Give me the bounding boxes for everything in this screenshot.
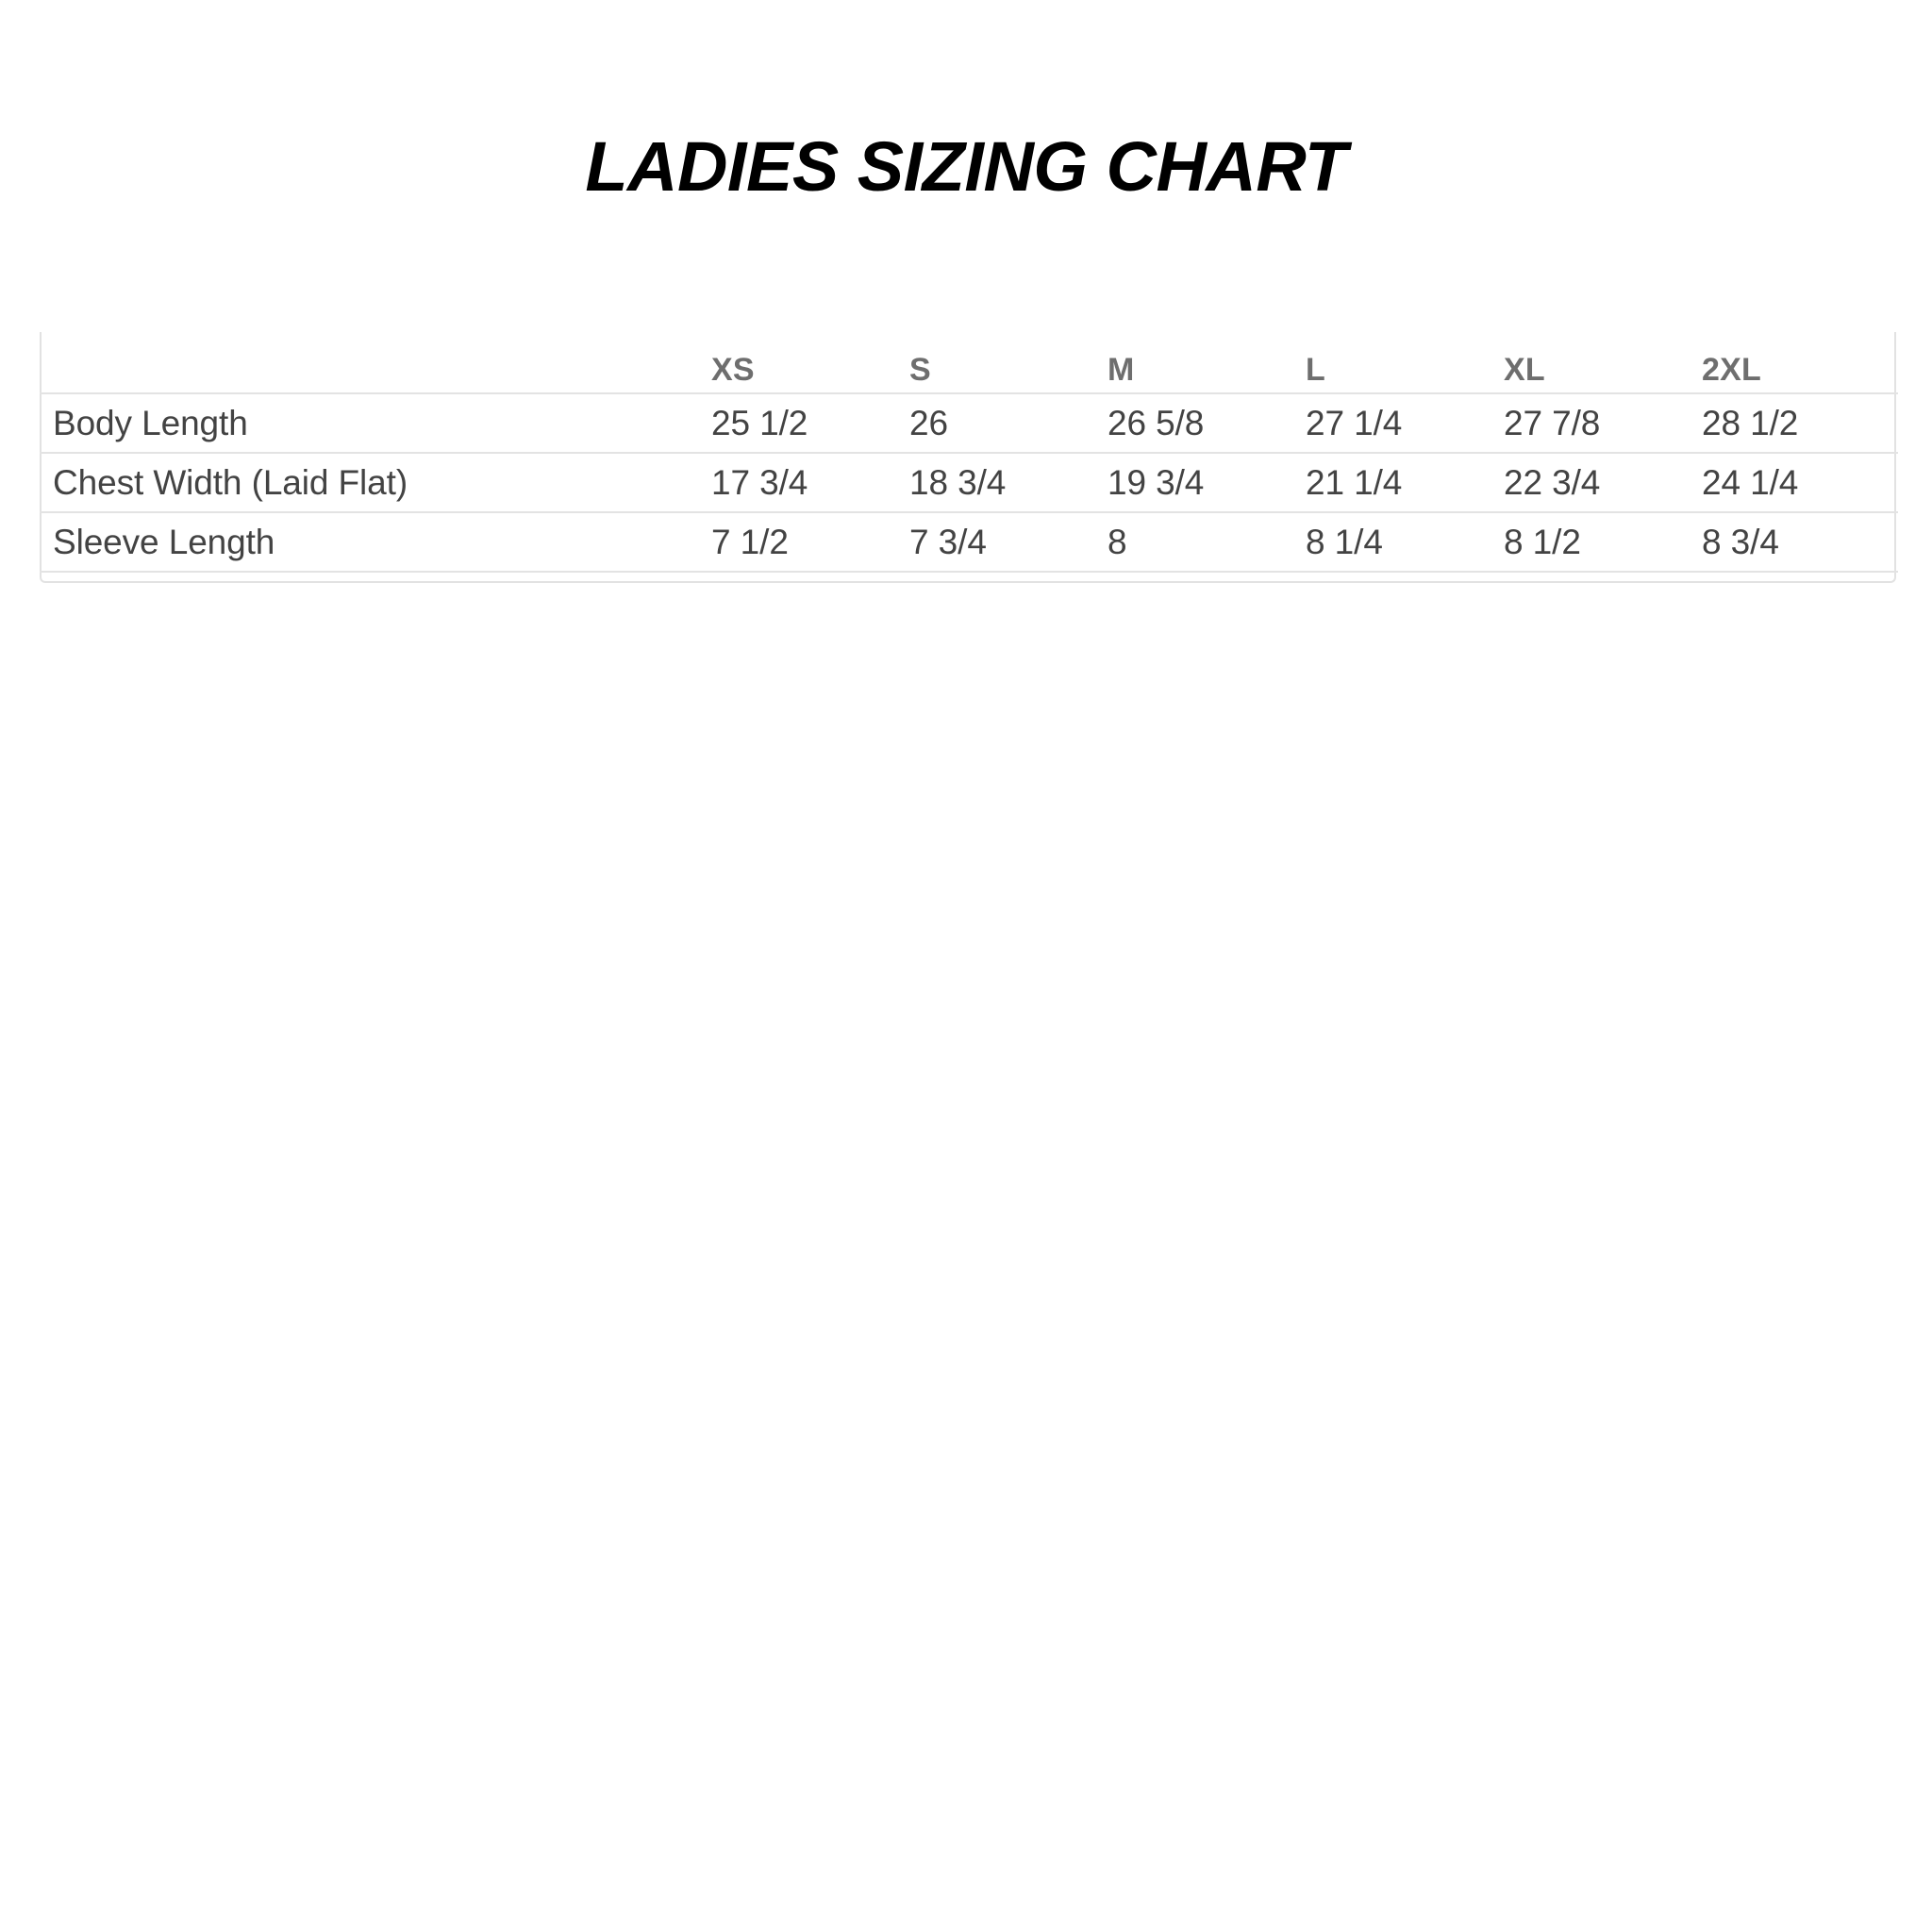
- cell-sleeve-length-xs: 7 1/2: [711, 522, 789, 561]
- cell-chest-width-xl: 22 3/4: [1504, 462, 1601, 502]
- spacer-cell: [40, 572, 709, 629]
- table-row: [40, 393, 1898, 453]
- column-header-s: S: [909, 352, 931, 388]
- table-footer-spacer: [40, 572, 1898, 629]
- cell-sleeve-length-xl: 8 1/2: [1504, 522, 1581, 561]
- column-header-xs: XS: [711, 352, 755, 388]
- spacer-cell: [908, 572, 1106, 629]
- spacer-cell: [709, 572, 908, 629]
- cell-chest-width-xs: 17 3/4: [711, 462, 808, 502]
- cell-chest-width-s: 18 3/4: [909, 462, 1007, 502]
- cell-body-length-m: 26 5/8: [1108, 403, 1205, 442]
- cell-body-length-xl: 27 7/8: [1504, 403, 1601, 442]
- row-label-sleeve-length: Sleeve Length: [53, 522, 275, 561]
- cell-sleeve-length-s: 7 3/4: [909, 522, 987, 561]
- column-header-m: M: [1108, 352, 1135, 388]
- table-header-row: [40, 332, 1898, 393]
- spacer-cell: [1304, 572, 1502, 629]
- table-row: [40, 512, 1898, 572]
- spacer-cell: [1700, 572, 1898, 629]
- column-header-l: L: [1306, 352, 1325, 388]
- cell-body-length-s: 26: [909, 403, 948, 442]
- column-header-xl: XL: [1504, 352, 1545, 388]
- cell-chest-width-l: 21 1/4: [1306, 462, 1403, 502]
- sizing-table: [40, 332, 1898, 629]
- column-header-measurement: [40, 332, 709, 393]
- cell-sleeve-length-2xl: 8 3/4: [1702, 522, 1779, 561]
- cell-chest-width-m: 19 3/4: [1108, 462, 1205, 502]
- row-label-chest-width: Chest Width (Laid Flat): [53, 462, 408, 502]
- cell-sleeve-length-l: 8 1/4: [1306, 522, 1383, 561]
- spacer-cell: [1502, 572, 1700, 629]
- cell-body-length-xs: 25 1/2: [711, 403, 808, 442]
- cell-body-length-2xl: 28 1/2: [1702, 403, 1799, 442]
- cell-chest-width-2xl: 24 1/4: [1702, 462, 1799, 502]
- column-header-2xl: 2XL: [1702, 352, 1761, 388]
- page-title: LADIES SIZING CHART: [585, 127, 1347, 206]
- row-label-body-length: Body Length: [53, 403, 248, 442]
- cell-sleeve-length-m: 8: [1108, 522, 1127, 561]
- table-row: [40, 453, 1898, 512]
- cell-body-length-l: 27 1/4: [1306, 403, 1403, 442]
- spacer-cell: [1106, 572, 1304, 629]
